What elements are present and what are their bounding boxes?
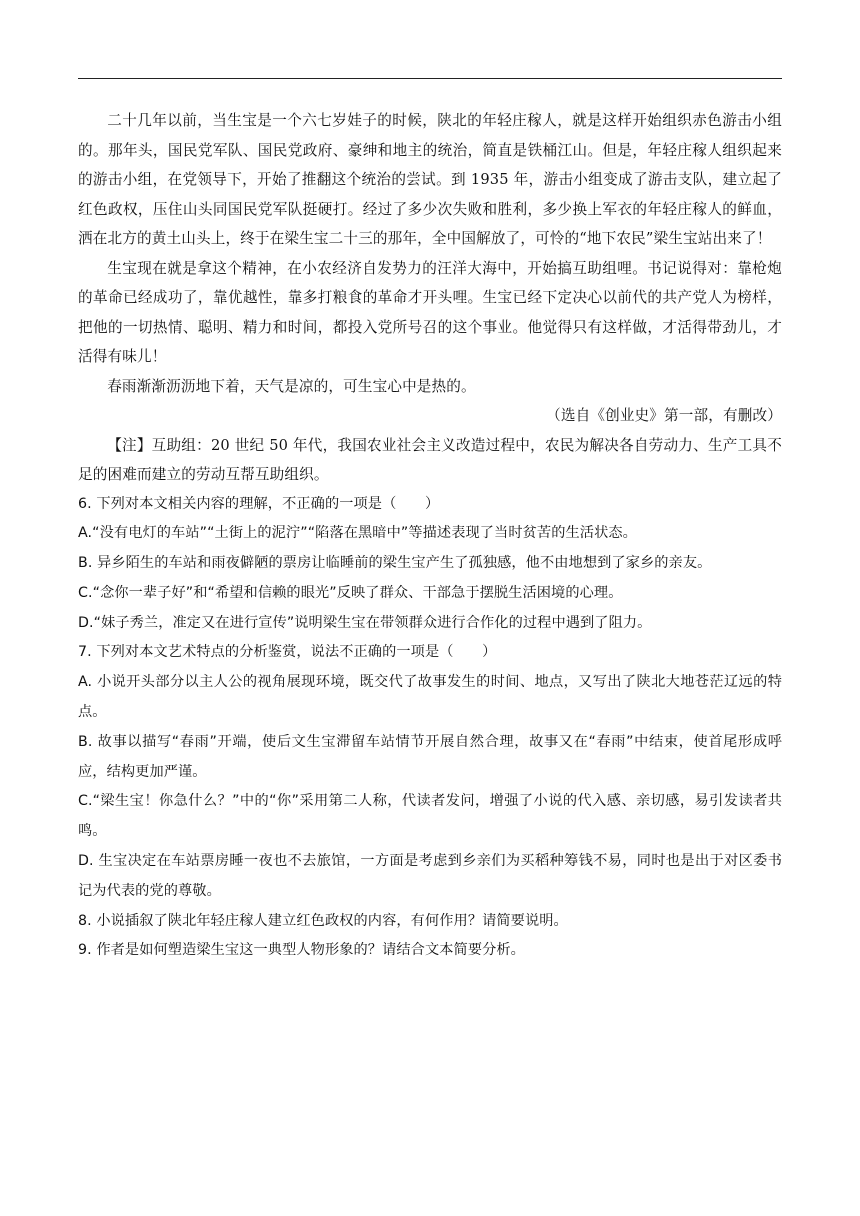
annotation-note: 【注】互助组：20 世纪 50 年代，我国农业社会主义改造过程中，农民为解决各自劳动力、生产工具不足的困难而建立的劳动互帮互助组织。 (78, 436, 782, 483)
question-8: 8. 小说插叙了陕北年轻庄稼人建立红色政权的内容，有何作用？请简要说明。 (78, 912, 568, 929)
question-7-option-c: C.“梁生宝！你急什么？”中的“你”采用第二人称，代读者发问，增强了小说的代入感、亲切感，易引发读者共鸣。 (78, 793, 782, 840)
question-9: 9. 作者是如何塑造梁生宝这一典型人物形象的？请结合文本简要分析。 (78, 942, 525, 959)
passage-paragraph-2: 生宝现在就是拿这个精神，在小农经济自发势力的汪洋大海中，开始搞互助组哩。书记说得对：靠枪炮的革命已经成功了，靠优越性，靠多打粮食的革命才开头哩。生宝已经下定决心以前代的共产党人为榜样，把他的一切热情、聪明、精力和时间，都投入党所号召的这个事业。他觉得只有这样做，才活得带劲儿，才活得有味儿！ (78, 259, 782, 365)
question-7-option-d: D. 生宝决定在车站票房睡一夜也不去旅馆，一方面是考虑到乡亲们为买稻种筹钱不易，同时也是出于对区委书记为代表的党的尊敬。 (78, 853, 782, 899)
question-6-option-c: C.“念你一辈子好”和“希望和信赖的眼光”反映了群众、干部急于摆脱生活困境的心理。 (78, 584, 623, 601)
question-7-stem: 7. 下列对本文艺术特点的分析鉴赏，说法不正确的一项是（ ） (78, 644, 497, 661)
question-6-stem: 6. 下列对本文相关内容的理解，不正确的一项是（ ） (78, 495, 440, 512)
question-7-option-a: A. 小说开头部分以主人公的视角展现环境，既交代了故事发生的时间、地点，又写出了陕北大地苍茫辽远的特点。 (78, 674, 782, 721)
passage-paragraph-1: 二十几年以前，当生宝是一个六七岁娃子的时候，陕北的年轻庄稼人，就是这样开始组织赤色游击小组的。那年头，国民党军队、国民党政府、豪绅和地主的统治，简直是铁桶江山。但是，年轻庄稼人组织起来的游击小组，在党领导下，开始了推翻这个统治的尝试。到 1935 年，游击小组变成了游击支队，建立起了红色政权，压住山头同国民党军队挺硬打。经过了多少次失败和胜利，多少换上军衣的年轻庄稼人的鲜血，洒在北方的黄土山头上，终于在梁生宝二十三的那年，全中国解放了，可怜的“地下农民”梁生宝站出来了！ (78, 112, 782, 247)
passage-paragraph-3: 春雨渐渐沥沥地下着，天气是凉的，可生宝心中是热的。 (107, 377, 476, 395)
question-6-option-b: B. 异乡陌生的车站和雨夜僻陋的票房让临睡前的梁生宝产生了孤独感，他不由地想到了家乡的亲友。 (78, 555, 712, 572)
question-6-option-d: D.“妹子秀兰，准定又在进行宣传”说明梁生宝在带领群众进行合作化的过程中遇到了阻力。 (78, 614, 652, 631)
page-content (78, 106, 782, 966)
question-6-option-a: A.“没有电灯的车站”“土街上的泥泞”“陷落在黑暗中”等描述表现了当时贫苦的生活状态。 (78, 525, 637, 542)
passage-source: （选自《创业史》第一部，有删改） (546, 407, 782, 424)
question-7-option-b: B. 故事以描写“春雨”开端，使后文生宝滞留车站情节开展自然合理，故事又在“春雨”中结束，使首尾形成呼应，结构更加严谨。 (78, 733, 782, 780)
header-rule (78, 78, 782, 79)
